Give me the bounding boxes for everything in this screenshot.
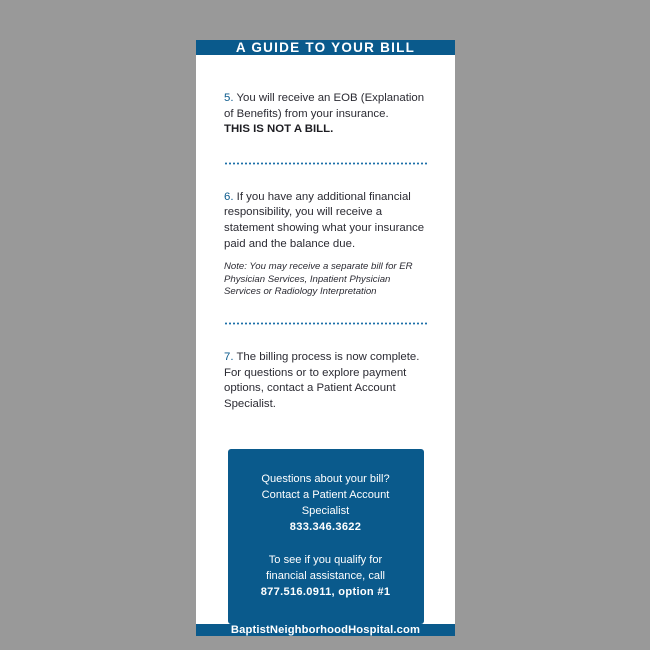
contact-spacer: [238, 535, 414, 552]
step-7-number: 7.: [224, 350, 234, 363]
brochure-card: [196, 40, 455, 637]
step-5-emphasis: THIS IS NOT A BILL.: [224, 123, 334, 136]
step-6-text: If you have any additional financial responsibility, you will receive a statement showing what your insurance paid and the balance due.: [224, 190, 425, 250]
financial-assistance-line-1: To see if you qualify for: [268, 554, 383, 567]
step-7-text: The billing process is now complete. For questions or to explore payment options, contact a Patient Account Specialist.: [224, 350, 420, 410]
card-footer: [196, 624, 455, 636]
contact-box: [228, 449, 424, 624]
step-6-note: Note: You may receive a separate bill for ER Physician Services, Inpatient Physician Services or Radiology Interpretation: [224, 261, 413, 298]
step-6: [224, 165, 427, 299]
step-7: [224, 325, 427, 412]
step-5-text: You will receive an EOB (Explanation of Benefits) from your insurance.: [224, 92, 425, 120]
contact-instruction: Contact a Patient Account Specialist: [261, 489, 390, 518]
step-6-number: 6.: [224, 190, 234, 203]
contact-phone-assistance[interactable]: 877.516.0911, option #1: [260, 586, 391, 599]
contact-phone-primary[interactable]: 833.346.3622: [289, 521, 362, 534]
page-title: A GUIDE TO YOUR BILL: [235, 40, 416, 55]
contact-question: Questions about your bill?: [261, 473, 390, 486]
card-body: [196, 55, 455, 624]
website-link[interactable]: BaptistNeighborhoodHospital.com: [230, 624, 421, 637]
card-header: [196, 40, 455, 55]
step-5: [224, 55, 427, 138]
financial-assistance-line-2: financial assistance, call: [265, 570, 385, 583]
step-5-number: 5.: [224, 92, 234, 104]
